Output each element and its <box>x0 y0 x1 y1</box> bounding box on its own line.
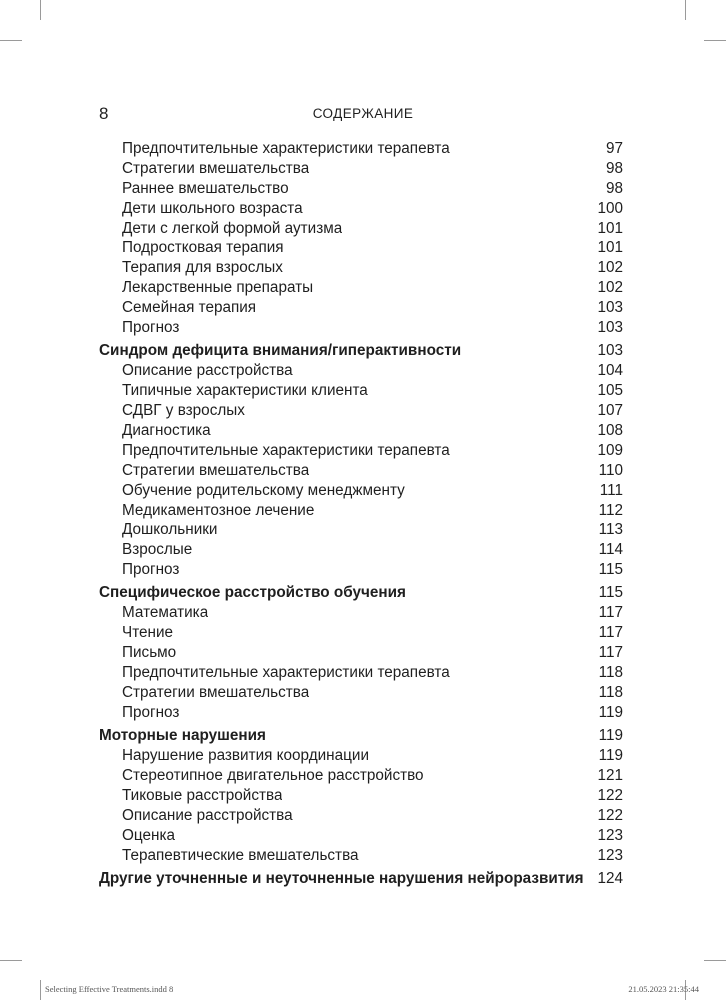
toc-entry <box>99 441 623 461</box>
toc-entry-page: 115 <box>598 584 623 602</box>
toc-entry-title: Обучение родительскому менеджменту <box>122 481 405 499</box>
toc-section-entry <box>99 582 623 603</box>
toc-entry-title: Типичные характеристики клиента <box>122 382 368 400</box>
toc-entry-title: Семейная терапия <box>122 299 257 317</box>
table-of-contents <box>99 139 623 889</box>
toc-entry <box>99 298 623 318</box>
toc-entry-page: 123 <box>597 846 623 864</box>
running-head: СОДЕРЖАНИЕ <box>312 106 414 121</box>
print-slug-timestamp: 21.05.2023 21:35:44 <box>628 984 699 994</box>
toc-entry-title: Описание расстройства <box>122 806 293 824</box>
toc-entry <box>99 421 623 441</box>
toc-entry-title: Другие уточненные и неуточненные нарушения нейроразвития <box>99 869 584 887</box>
toc-entry-page: 107 <box>597 402 623 420</box>
toc-entry-title: Синдром дефицита внимания/гиперактивности <box>99 342 462 360</box>
toc-entry-page: 121 <box>597 767 623 785</box>
print-slug-file: Selecting Effective Treatments.indd 8 <box>45 984 174 994</box>
toc-entry-page: 122 <box>597 786 623 804</box>
toc-entry-title: Предпочтительные характеристики терапевта <box>122 441 450 459</box>
toc-entry-title: Дети с легкой формой аутизма <box>122 219 343 237</box>
toc-entry-title: Дети школьного возраста <box>122 199 303 217</box>
toc-entry-title: Диагностика <box>122 421 211 439</box>
crop-mark <box>0 40 22 41</box>
toc-entry-title: Медикаментозное лечение <box>122 501 315 519</box>
toc-entry-page: 102 <box>597 259 623 277</box>
toc-entry-page: 103 <box>597 319 623 337</box>
toc-entry-title: Стереотипное двигательное расстройство <box>122 767 424 785</box>
toc-entry-title: Стратегии вмешательства <box>122 461 310 479</box>
toc-entry <box>99 501 623 521</box>
toc-entry <box>99 623 623 643</box>
toc-entry-title: Прогноз <box>122 319 180 337</box>
toc-entry-page: 114 <box>598 541 623 559</box>
toc-entry-page: 117 <box>598 604 623 622</box>
toc-entry <box>99 683 623 703</box>
toc-entry-title: Письмо <box>122 644 177 662</box>
toc-entry <box>99 540 623 560</box>
toc-entry <box>99 258 623 278</box>
toc-entry <box>99 461 623 481</box>
toc-entry <box>99 238 623 258</box>
toc-entry-page: 122 <box>597 806 623 824</box>
toc-entry <box>99 199 623 219</box>
toc-entry-page: 105 <box>597 382 623 400</box>
toc-entry <box>99 766 623 786</box>
toc-entry-page: 100 <box>597 199 623 217</box>
toc-entry-page: 103 <box>597 342 623 360</box>
toc-entry <box>99 179 623 199</box>
crop-mark <box>704 40 726 41</box>
toc-entry <box>99 139 623 159</box>
toc-entry-page: 109 <box>597 441 623 459</box>
toc-entry-page: 108 <box>597 421 623 439</box>
toc-entry <box>99 219 623 239</box>
toc-entry-page: 101 <box>597 219 623 237</box>
toc-entry-page: 101 <box>597 239 623 257</box>
toc-entry-page: 112 <box>598 501 623 519</box>
toc-entry-title: Терапия для взрослых <box>122 259 283 277</box>
toc-entry-title: Специфическое расстройство обучения <box>99 584 406 602</box>
toc-section-entry <box>99 868 623 889</box>
toc-entry-title: Терапевтические вмешательства <box>122 846 359 864</box>
toc-entry-title: Описание расстройства <box>122 362 293 380</box>
toc-entry-page: 113 <box>598 521 623 539</box>
toc-entry <box>99 318 623 338</box>
toc-entry <box>99 643 623 663</box>
toc-entry-page: 118 <box>598 664 623 682</box>
toc-section-entry <box>99 725 623 746</box>
toc-entry <box>99 381 623 401</box>
toc-entry-title: Подростковая терапия <box>122 239 284 257</box>
toc-entry-page: 118 <box>598 684 623 702</box>
toc-entry-title: Предпочтительные характеристики терапевта <box>122 664 450 682</box>
toc-entry-title: Раннее вмешательство <box>122 179 289 197</box>
toc-entry-title: Прогноз <box>122 561 180 579</box>
crop-mark <box>40 0 41 20</box>
crop-mark <box>40 980 41 1000</box>
toc-entry-page: 98 <box>605 179 623 197</box>
toc-entry <box>99 481 623 501</box>
toc-entry-title: Моторные нарушения <box>99 726 266 744</box>
toc-entry <box>99 159 623 179</box>
toc-entry-title: Предпочтительные характеристики терапевта <box>122 140 450 157</box>
toc-entry <box>99 361 623 381</box>
toc-entry-page: 119 <box>598 703 623 721</box>
toc-entry-page: 111 <box>599 481 623 499</box>
toc-entry-page: 110 <box>598 461 623 479</box>
toc-entry-page: 123 <box>597 826 623 844</box>
toc-entry-title: СДВГ у взрослых <box>122 402 245 420</box>
toc-section-entry <box>99 340 623 361</box>
crop-mark <box>0 960 22 961</box>
toc-entry-page: 97 <box>605 140 623 157</box>
toc-entry-page: 124 <box>597 869 623 887</box>
toc-entry-title: Математика <box>122 604 209 622</box>
toc-entry-title: Стратегии вмешательства <box>122 159 310 177</box>
toc-entry-page: 98 <box>605 159 623 177</box>
toc-entry-page: 103 <box>597 299 623 317</box>
toc-entry-page: 119 <box>598 747 623 765</box>
toc-entry-title: Прогноз <box>122 703 180 721</box>
toc-entry-title: Оценка <box>122 826 175 844</box>
toc-entry <box>99 520 623 540</box>
page-number: 8 <box>99 104 109 123</box>
toc-entry <box>99 401 623 421</box>
toc-entry-title: Нарушение развития координации <box>122 747 369 765</box>
toc-entry-title: Взрослые <box>122 541 193 559</box>
crop-mark <box>685 0 686 20</box>
toc-entry <box>99 278 623 298</box>
toc-entry-title: Стратегии вмешательства <box>122 684 310 702</box>
toc-entry-page: 119 <box>598 726 623 744</box>
toc-entry-page: 117 <box>598 624 623 642</box>
toc-entry <box>99 603 623 623</box>
crop-mark <box>704 960 726 961</box>
toc-entry-page: 104 <box>597 362 623 380</box>
toc-entry-page: 117 <box>598 644 623 662</box>
toc-entry <box>99 746 623 766</box>
toc-entry <box>99 846 623 866</box>
toc-entry <box>99 826 623 846</box>
toc-entry-title: Чтение <box>122 624 174 642</box>
toc-entry <box>99 703 623 723</box>
toc-entry-title: Лекарственные препараты <box>122 279 314 297</box>
toc-entry <box>99 806 623 826</box>
toc-entry <box>99 786 623 806</box>
toc-entry <box>99 663 623 683</box>
toc-entry-page: 115 <box>598 561 623 579</box>
toc-entry-title: Дошкольники <box>122 521 218 539</box>
toc-entry <box>99 560 623 580</box>
toc-entry-title: Тиковые расстройства <box>122 786 283 804</box>
toc-entry-page: 102 <box>597 279 623 297</box>
